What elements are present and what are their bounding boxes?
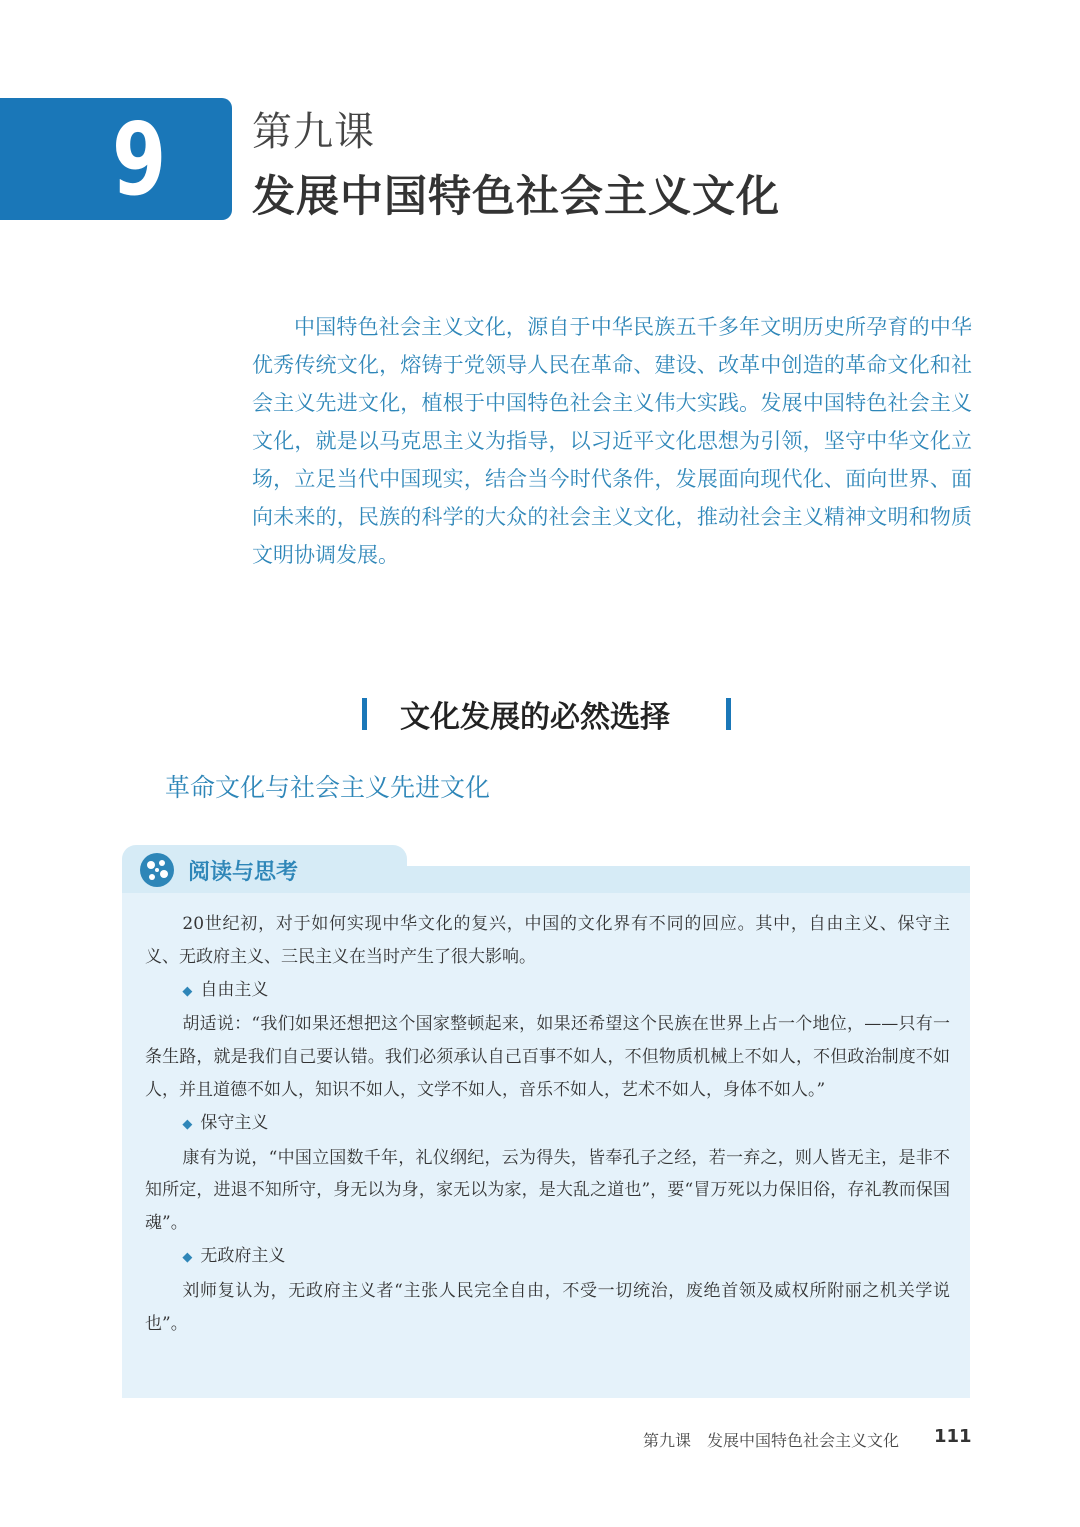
reading-item-text: 康有为说，“中国立国数千年，礼仪纲纪，云为得失，皆奉孔子之经，若一弃之，则人皆无主，是非不知所定，进退不知所守，身无以为身，家无以为家，是大乱之道也”，要“冒万死以力保旧俗，存礼教而保国魂”。 (145, 1147, 950, 1234)
reading-icon (138, 851, 176, 889)
diamond-bullet-icon: ◆ (182, 1249, 193, 1265)
reading-content (145, 908, 950, 1340)
lesson-intro (252, 308, 972, 574)
lesson-title: 发展中国特色社会主义文化 (252, 172, 780, 222)
section-bar-right (726, 698, 731, 730)
reading-title: 阅读与思考 (188, 860, 299, 885)
section-heading (0, 690, 1080, 740)
footer-running-title: 第九课 发展中国特色社会主义文化 (643, 1431, 900, 1450)
reading-header-strip (400, 866, 970, 893)
diamond-bullet-icon: ◆ (182, 983, 193, 999)
reading-item-heading: ◆ 自由主义 (182, 979, 269, 1000)
reading-item-text: 胡适说：“我们如果还想把这个国家整顿起来，如果还希望这个民族在世界上占一个地位，——只有一条生路，就是我们自己要认错。我们必须承认自己百事不如人，不但物质机械上不如人，不但政治制度不如人，并且道德不如人，知识不如人，文学不如人，音乐不如人，艺术不如人，身体不如人。” (145, 1014, 950, 1100)
page-number: 111 (934, 1426, 972, 1447)
subheading: 革命文化与社会主义先进文化 (165, 773, 491, 802)
reading-item-heading: ◆ 无政府主义 (182, 1245, 286, 1266)
reading-item-text: 刘师复认为，无政府主义者“主张人民完全自由，不受一切统治，废绝首领及威权所附丽之机关学说也”。 (145, 1280, 950, 1334)
section-heading-text: 文化发展的必然选择 (400, 700, 670, 735)
diamond-bullet-icon: ◆ (182, 1116, 193, 1132)
reading-item-heading: ◆ 保守主义 (182, 1112, 269, 1133)
lesson-number: 9 (112, 101, 167, 218)
reading-intro: 20世纪初，对于如何实现中华文化的复兴，中国的文化界有不同的回应。其中，自由主义、保守主义、无政府主义、三民主义在当时产生了很大影响。 (145, 914, 950, 967)
lesson-label: 第九课 (252, 109, 375, 155)
section-bar-left (362, 698, 367, 730)
intro-paragraph: 中国特色社会主义文化，源自于中华民族五千多年文明历史所孕育的中华优秀传统文化，熔铸于党领导人民在革命、建设、改革中创造的革命文化和社会主义先进文化，植根于中国特色社会主义伟大实践。发展中国特色社会主义文化，就是以马克思主义为指导，以习近平文化思想为引领，坚守中华文化立场，立足当代中国现实，结合当今时代条件，发展面向现代化、面向世界、面向未来的，民族的科学的大众的社会主义文化，推动社会主义精神文明和物质文明协调发展。 (252, 315, 972, 567)
